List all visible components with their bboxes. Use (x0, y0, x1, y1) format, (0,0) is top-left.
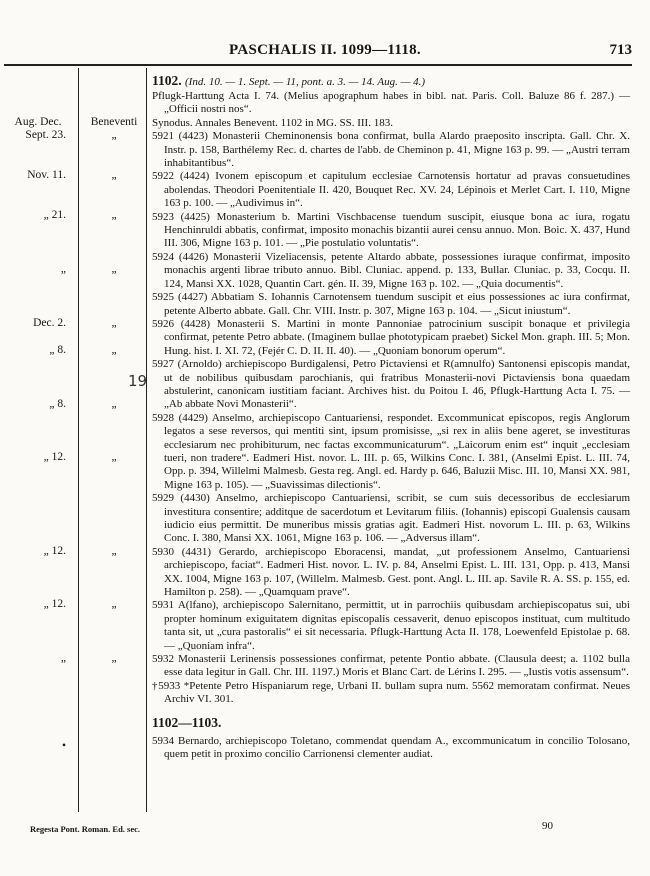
margin-place: „ (111, 545, 117, 557)
entry-text: 5927 (Arnoldo) archiepiscopo Burdigalensi, Petro Pictaviensi et R(amnulfo) Santonensi episcopis mandat, ut de nobilibus quibusdam parochianis, qui fratribus Monasterii-novi Pictaviensis bona quaedam abstulerint, canonicam iustitiam faciant. Archives hist. du Poitou I. 46, Pflugk-Harttung Acta I. 75. — „Ab abbate Novi Monasterii“. (152, 358, 630, 411)
entry-text: 5921 (4423) Monasterii Cheminonensis bona confirmat, bulla Alardo praeposito inscripta. Gall. Chr. X. Instr. p. 158, Barthélemy Rec. d. chartes de l'abb. de Cheminon p. 41, Migne 163 p. 99. — „Austri terram inhabitantibus“. (152, 130, 630, 170)
section-heading-1102 (152, 73, 630, 90)
entry-list (152, 130, 630, 706)
section-heading-1102-1103 (152, 715, 630, 731)
entry-text: Synodus. Annales Benevent. 1102 in MG. SS. III. 183. (152, 116, 393, 129)
margin-date: Dec. 2. (33, 317, 66, 329)
regest-entry (152, 251, 630, 291)
margin-place: „ (111, 451, 117, 463)
entry-text: 5932 Monasterii Lerinensis possessiones confirmat, petente Pontio abbate. (Clausula deest; a. 1102 bulla esse data legitur in Gall. Chr. III. 1197.) Moris et Blanc Cart. de Lérins I. 295. — „Iustis votis assensum“. (152, 653, 630, 679)
margin-place: „ (111, 398, 117, 410)
regest-entry (152, 599, 630, 653)
entry-text: 5922 (4424) Ivonem episcopum et capitulum ecclesiae Carnotensis hortatur ad pravas consuetudines abolendas. Theodori Poenitentiale II. 420, Bouquet Rec. XV. 24, Lépinois et Merlet Cart. I. 110, Migne 163 p. 100. — „Audivimus in“. (152, 170, 630, 210)
margin-date: „ 12. (43, 598, 66, 610)
margin-date: „ 8. (49, 344, 66, 356)
entry-text: 5930 (4431) Gerardo, archiepiscopo Eboracensi, mandat, „ut professionem Anselmo, Cantuariensi archiepiscopo, faciat“. Eadmeri Hist. novor. L. IV. p. 84, Anselmi Epist. L. III. 131, Opp. p. 413, Mansi XX. 1004, Migne 163 p. 107, (Willelm. Malmesb. Gest. pont. Angl. L. III. ap. Savile R. A. SS. p. 155, ed. Hamilton p. 258). — „Quamquam prave“. (152, 545, 630, 599)
entry-text: 5925 (4427) Abbatiam S. Iohannis Carnotensem tuendum suscipit et eius possessiones ac iura confirmat, petente Alberto abbate. Gall. Chr. VIII. Instr. p. 307, Migne 163 p. 104. — „Sicut iniustum“. (152, 291, 630, 317)
regest-entry (152, 735, 630, 762)
regest-entry (152, 358, 630, 412)
margin-place: „ (111, 317, 117, 329)
footer-sheet-number: 90 (542, 820, 553, 832)
margin-date: • (61, 740, 66, 752)
handwritten-mark: 19 (128, 372, 148, 390)
entry-text: 5924 (4426) Monasterii Vizeliacensis, petente Altardo abbate, possessiones iuraque confirmat, imposito monachis argenti librae tributo annuo. Bibl. Cluniac. append. p. 133, Bullar. Cluniac. p. 33, Cocqu. II. 124, Mansi XX. 1028, Quantin Cart. gén. II. 39, Migne 163 p. 102. — „Quia documentis“. (152, 250, 630, 290)
header-rule (4, 64, 632, 66)
regesta-text (152, 73, 630, 762)
entry-text: †5933 *Petente Petro Hispaniarum rege, Urbani II. bullam supra num. 5562 memoratam confirmat. Neues Archiv VI. 301. (152, 679, 630, 706)
section-year: 1102—1103. (152, 714, 222, 730)
regest-entry (152, 680, 630, 707)
entry-list-2 (152, 735, 630, 762)
margin-date: „ 8. (49, 398, 66, 410)
running-title: PASCHALIS II. 1099—1118. (229, 42, 421, 58)
margin-place: „ (111, 209, 117, 221)
regest-entry (152, 546, 630, 600)
regest-entry (152, 291, 630, 318)
intro-notes (152, 90, 630, 130)
regest-entry (152, 130, 630, 170)
margin-date: Sept. 23. (25, 129, 66, 141)
date-column-head: Aug. Dec. (14, 116, 62, 128)
regest-entry (152, 170, 630, 210)
benevent-column-head: Beneventi (90, 116, 138, 128)
page-header (0, 42, 650, 58)
margin-place: „ (111, 344, 117, 356)
regest-entry (152, 117, 630, 130)
margin-place: „ (111, 263, 117, 275)
regest-entry (152, 211, 630, 251)
margin-date: Nov. 11. (27, 169, 66, 181)
margin-place: „ (111, 598, 117, 610)
regest-entry (152, 653, 630, 680)
margin-place: „ (111, 169, 117, 181)
regest-entry (152, 90, 630, 117)
column-divider-left (78, 68, 79, 812)
regest-entry (152, 492, 630, 546)
entry-text: 5928 (4429) Anselmo, archiepiscopo Cantuariensi, respondet. Excommunicat episcopos, regis Anglorum legatos a sese reversos, qui mentiti sint, ipsum promisisse, „si rex in aliis bene ageret, se investituras ecclesiarum nec prohibiturum, nec factas excommunicaturum“. „Laicorum enim est“ inquit „ecclesiam tueri, non tradere“. Eadmeri Hist. novor. L. III. p. 65, Wilkins Conc. I. 381, (Anselmi Epist. L. III. 74, Opp. p. 394, Willelmi Malmesb. Gesta reg. Angl. ed. Hardy p. 646, Baluzii Misc. III. 10, Mansi XX. 981, Migne 163 p. 105). — „Suavissimas dilectionis“. (152, 411, 630, 491)
entry-text: Pflugk-Harttung Acta I. 74. (Melius apographum habes in bibl. nat. Paris. Coll. Baluze 86 f. 287.) — „Officii nostri nos“. (152, 90, 630, 116)
margin-place: „ (111, 129, 117, 141)
margin-date: „ 12. (43, 451, 66, 463)
regest-entry (152, 318, 630, 358)
footer-signature: Regesta Pont. Roman. Ed. sec. (30, 824, 141, 834)
entry-text: 5926 (4428) Monasterii S. Martini in monte Pannoniae patrocinium suscipit bonaque et privilegia confirmat, petente Petro abbate. (Imaginem bullae phototypicam praebet) Sickel Mon. graph. III. 5; Mon. Hung. hist. I. XI. 72, (Fejér C. D. II. II. 40). — „Quoniam bonorum operum“. (152, 317, 630, 357)
section-indiction: (Ind. 10. — 1. Sept. — 11, pont. a. 3. — 14. Aug. — 4.) (185, 76, 426, 88)
margin-date: „ 21. (43, 209, 66, 221)
regest-entry (152, 412, 630, 492)
margin-date: „ (60, 263, 66, 275)
section-year: 1102. (152, 73, 182, 88)
page-number: 713 (609, 42, 632, 58)
column-divider-right (146, 68, 147, 812)
entry-text: 5934 Bernardo, archiepiscopo Toletano, commendat quendam A., excommunicatum in concilio Tolosano, quem petit in proximo concilio Carrionensi clementer audiat. (152, 734, 630, 761)
margin-date: „ (60, 652, 66, 664)
entry-text: 5931 A(lfano), archiepiscopo Salernitano, permittit, ut in parrochiis quibusdam archiepiscopatus sui, ubi propter hominum exiguitatem dignitas episcopalis cessaverit, denuo episcopos instituat, cum multitudo tanta sit, ut „cura pastoralis“ ei sit necessaria. Pflugk-Harttung Acta II. 178, Loewenfeld Epistolae p. 68. — „Quoniam infra“. (152, 599, 630, 652)
margin-date: „ 12. (43, 545, 66, 557)
entry-text: 5929 (4430) Anselmo, archiepiscopo Cantuariensi, scribit, se cum suis decessoribus de ecclesiarum investitura consentire; additque de sacerdotum et Levitarum filiis. (Iohannis) episcopi Gualensis causam iudicio eius permittit. De muneribus missis gratias agit. Eadmeri Hist. novorum L. III. p. 63, Wilkins Conc. I. 380, Mansi XX. 1061, Migne 163 p. 106. — „Adversus illam“. (152, 492, 630, 545)
entry-text: 5923 (4425) Monasterium b. Martini Vischbacense tuendum suscipit, eiusque bona ac iura, rogatu Henchinruldi abbatis, confirmat, imposito monachis bizantii aurei censu annuo. Mon. Boic. X. 437, Hund III. 306, Migne 163 p. 101. — „Pie postulatio voluntatis“. (152, 210, 630, 250)
margin-place: „ (111, 652, 117, 664)
